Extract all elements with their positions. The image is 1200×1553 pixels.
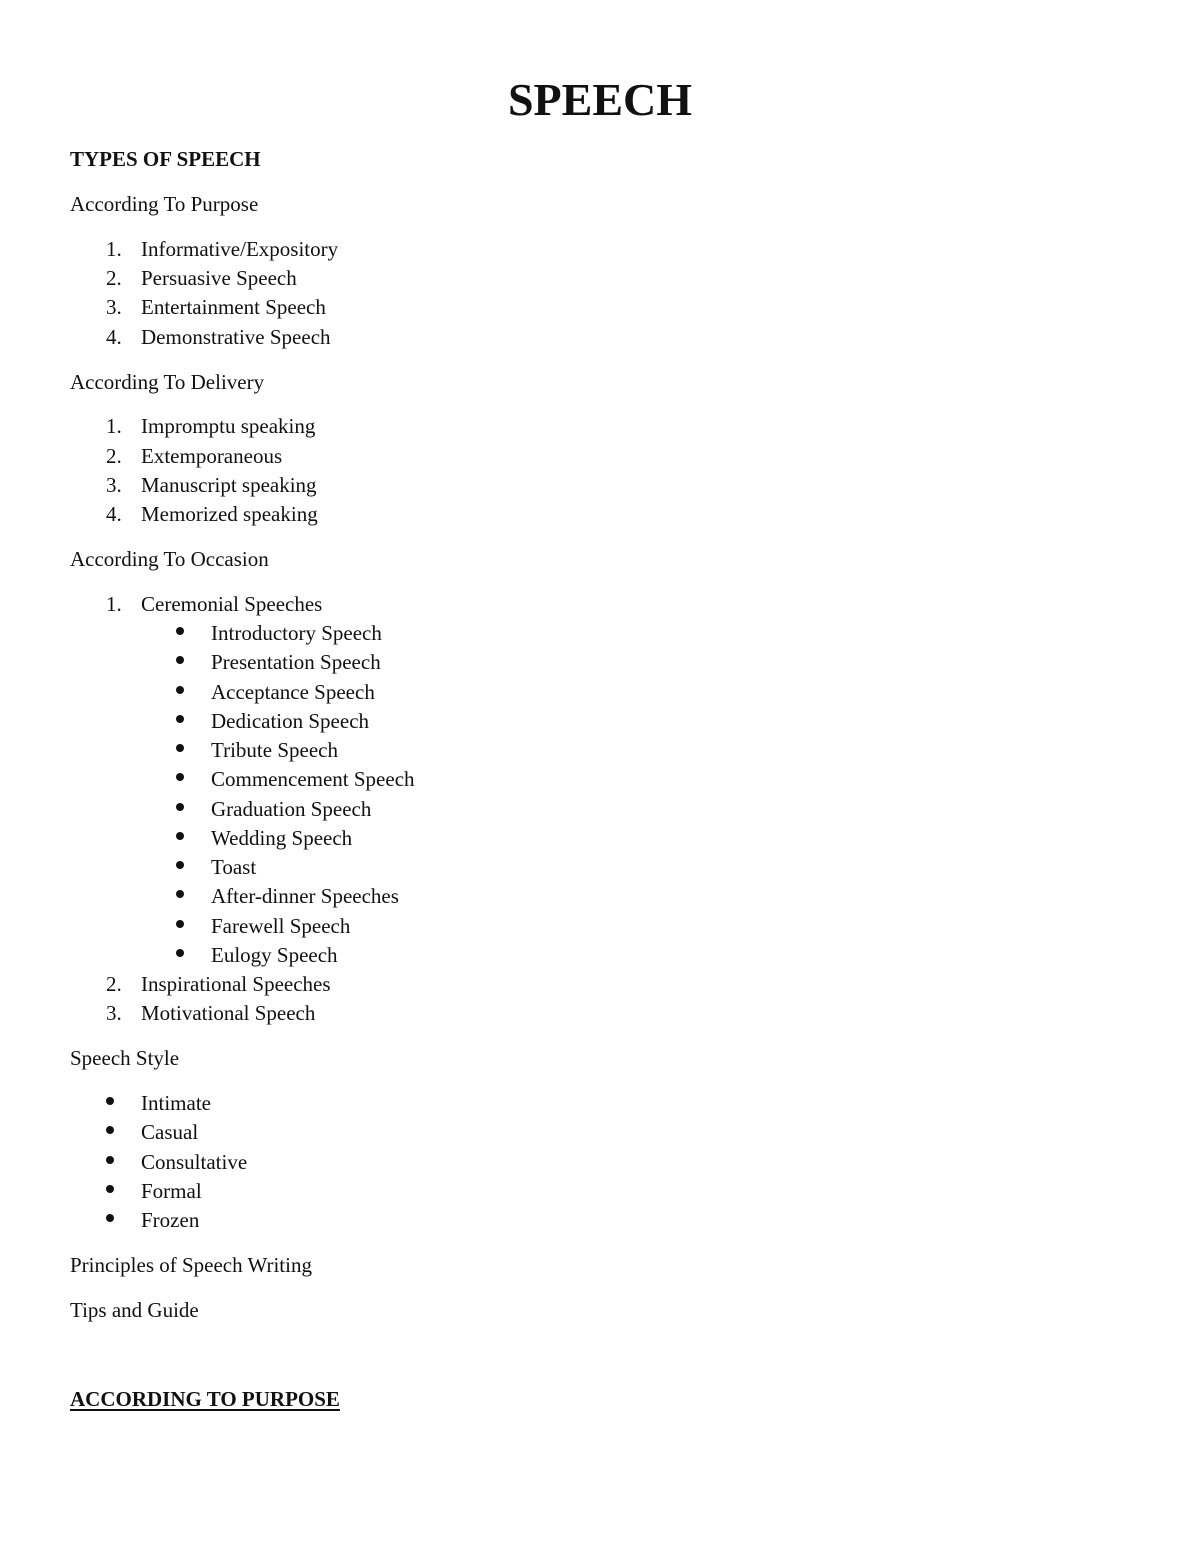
bullet-icon (176, 861, 184, 869)
bullet-icon (176, 773, 184, 781)
bullet-icon (176, 920, 184, 928)
sub-list-item: Tribute Speech (211, 738, 338, 762)
sub-list-item: Farewell Speech (211, 914, 351, 938)
list-number: 3. (106, 295, 122, 319)
list-number: 2. (106, 266, 122, 290)
sub-list-item: Wedding Speech (211, 826, 353, 850)
sub-list-item: Acceptance Speech (211, 680, 375, 704)
list-item: Ceremonial Speeches (141, 592, 323, 616)
list-item: Intimate (141, 1091, 211, 1115)
list-number: 2. (106, 444, 122, 468)
purpose-heading: According To Purpose (70, 192, 259, 216)
principles-heading: Principles of Speech Writing (70, 1253, 312, 1277)
list-item: Entertainment Speech (141, 295, 326, 319)
sub-list-item: Presentation Speech (211, 650, 381, 674)
sub-list-item: Graduation Speech (211, 797, 372, 821)
bullet-icon (106, 1185, 114, 1193)
style-heading: Speech Style (70, 1046, 180, 1070)
list-number: 2. (106, 972, 122, 996)
bullet-icon (106, 1126, 114, 1134)
list-item: Casual (141, 1120, 199, 1144)
list-number: 3. (106, 473, 122, 497)
bullet-icon (176, 803, 184, 811)
list-item: Inspirational Speeches (141, 972, 331, 996)
bullet-icon (106, 1097, 114, 1105)
occasion-heading: According To Occasion (70, 547, 269, 571)
section-title: TYPES OF SPEECH (70, 147, 261, 171)
bullet-icon (176, 949, 184, 957)
list-item: Memorized speaking (141, 502, 318, 526)
tips-heading: Tips and Guide (70, 1298, 199, 1322)
list-item: Persuasive Speech (141, 266, 297, 290)
bullet-icon (176, 656, 184, 664)
sub-list-item: After-dinner Speeches (211, 884, 399, 908)
list-number: 1. (106, 592, 122, 616)
bullet-icon (106, 1156, 114, 1164)
list-item: Informative/Expository (141, 237, 339, 261)
sub-list-item: Dedication Speech (211, 709, 370, 733)
sub-list-item: Eulogy Speech (211, 943, 338, 967)
sub-list-item: Commencement Speech (211, 767, 415, 791)
bullet-icon (176, 627, 184, 635)
bullet-icon (176, 715, 184, 723)
list-item: Motivational Speech (141, 1001, 316, 1025)
page-title: SPEECH (507, 74, 693, 125)
bullet-icon (106, 1214, 114, 1222)
list-number: 3. (106, 1001, 122, 1025)
bullet-icon (176, 890, 184, 898)
bullet-icon (176, 744, 184, 752)
bullet-icon (176, 686, 184, 694)
list-number: 4. (106, 502, 122, 526)
list-number: 4. (106, 325, 122, 349)
list-item: Demonstrative Speech (141, 325, 331, 349)
list-item: Impromptu speaking (141, 414, 316, 438)
list-item: Extemporaneous (141, 444, 283, 468)
delivery-heading: According To Delivery (70, 370, 265, 394)
list-number: 1. (106, 237, 122, 261)
bullet-icon (176, 832, 184, 840)
list-item: Consultative (141, 1150, 248, 1174)
sub-list-item: Introductory Speech (211, 621, 382, 645)
list-item: Formal (141, 1179, 202, 1203)
list-item: Frozen (141, 1208, 200, 1232)
list-item: Manuscript speaking (141, 473, 317, 497)
sub-list-item: Toast (211, 855, 257, 879)
list-number: 1. (106, 414, 122, 438)
purpose-section-heading: ACCORDING TO PURPOSE (70, 1387, 340, 1411)
